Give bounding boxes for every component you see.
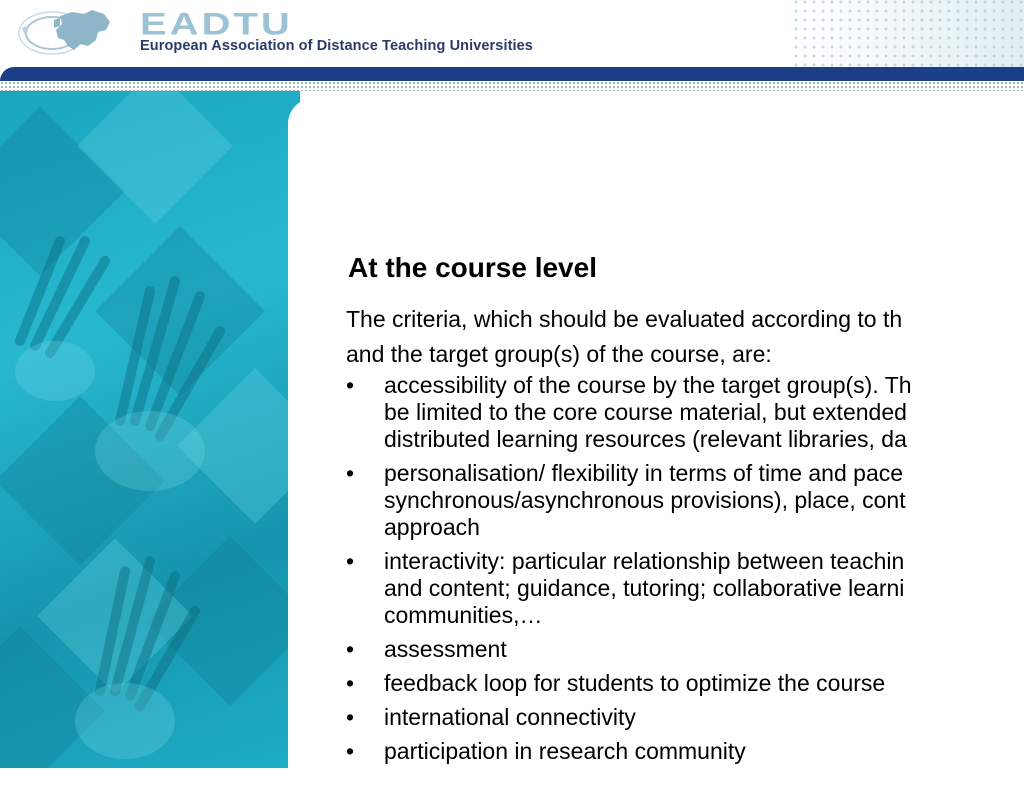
list-item-text: interactivity: particular relationship between teachin and content; guidance, tutoring; collaborative learni communities,… xyxy=(384,548,905,628)
bullet-icon: • xyxy=(346,460,355,486)
bullet-icon: • xyxy=(346,670,355,696)
list-item xyxy=(346,704,1024,731)
bullet-icon: • xyxy=(346,738,355,764)
list-item xyxy=(346,460,1024,541)
decorative-hands-panel xyxy=(0,91,300,768)
bullet-icon: • xyxy=(346,636,355,662)
list-item-text: accessibility of the course by the target group(s). Th be limited to the core course material, but extended distributed learning resources (relevant libraries, da xyxy=(384,372,912,452)
hands-pattern-illustration xyxy=(0,91,300,768)
list-item-text: personalisation/ flexibility in terms of time and pace synchronous/asynchronous provisions), place, cont approach xyxy=(384,460,906,540)
list-item-text: assessment xyxy=(384,636,507,662)
header xyxy=(0,0,1024,68)
list-item xyxy=(346,548,1024,629)
bullet-icon: • xyxy=(346,372,355,398)
europe-map-logo-icon xyxy=(14,6,116,56)
list-item xyxy=(346,738,1024,765)
header-pattern xyxy=(794,0,1024,68)
list-item xyxy=(346,372,1024,453)
brand-name: EADTU xyxy=(140,7,293,42)
dotted-band xyxy=(0,81,1024,91)
intro-line: and the target group(s) of the course, are: xyxy=(346,341,772,367)
intro-line: The criteria, which should be evaluated according to th xyxy=(346,306,903,332)
organization-name: European Association of Distance Teaching Universities xyxy=(140,38,533,54)
bullet-icon: • xyxy=(346,548,355,574)
list-item xyxy=(346,636,1024,663)
slide-title: At the course level xyxy=(348,252,597,283)
header-band xyxy=(0,67,1024,81)
criteria-list xyxy=(346,372,1024,772)
list-item-text: participation in research community xyxy=(384,738,746,764)
intro-text xyxy=(346,302,902,372)
bullet-icon: • xyxy=(346,704,355,730)
list-item-text: feedback loop for students to optimize the course xyxy=(384,670,886,696)
list-item xyxy=(346,670,1024,697)
list-item-text: international connectivity xyxy=(384,704,636,730)
